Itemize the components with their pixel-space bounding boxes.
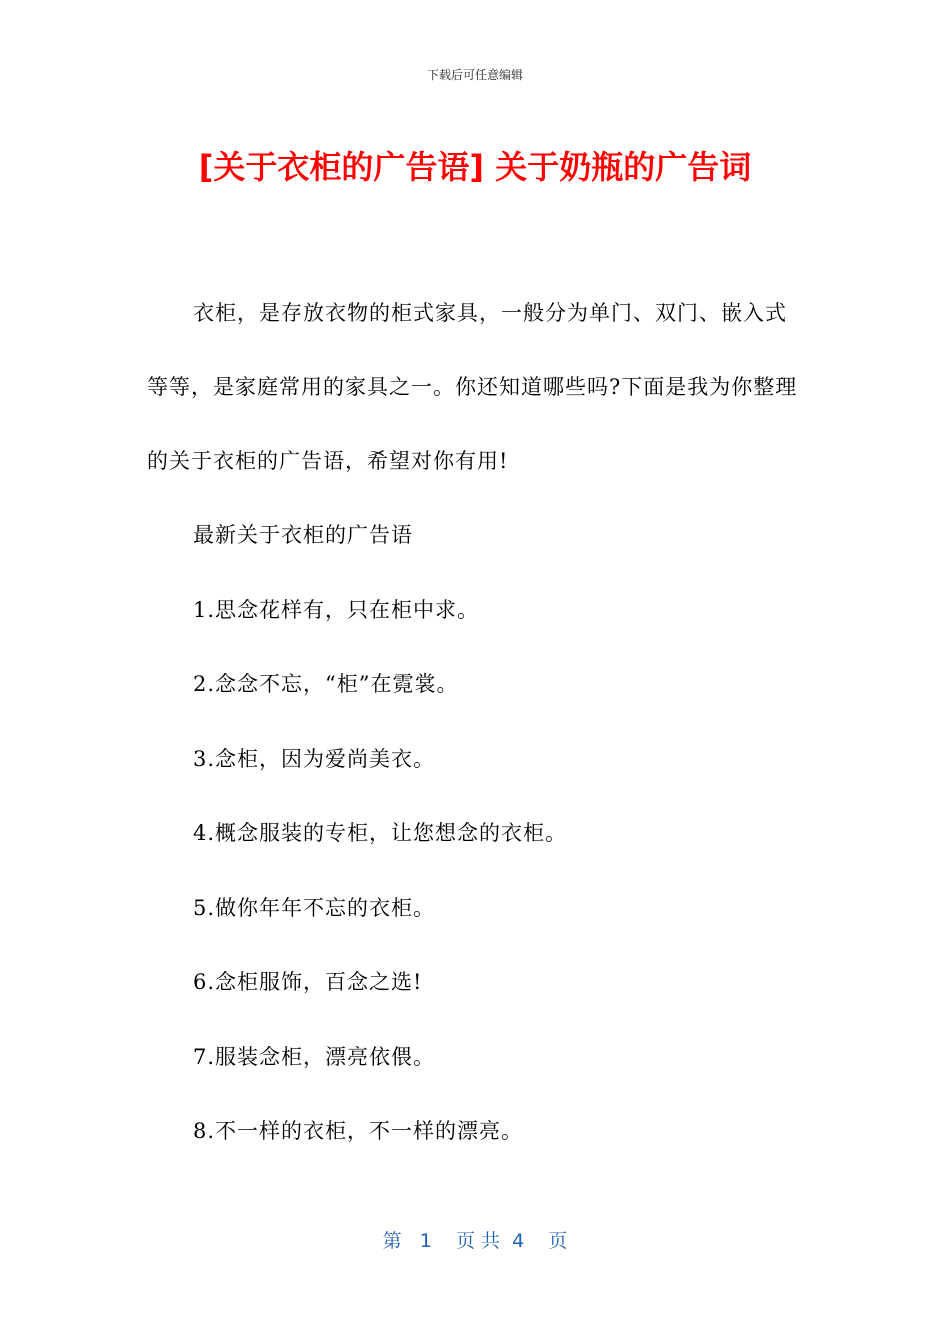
document-title: [关于衣柜的广告语] 关于奶瓶的广告词 bbox=[198, 148, 752, 186]
slogan-item: 2.念念不忘，“柜”在霓裳。 bbox=[193, 672, 459, 696]
page-footer: 第 1 页 共 4 页 bbox=[382, 1230, 568, 1252]
slogan-item: 8.不一样的衣柜，不一样的漂亮。 bbox=[193, 1119, 524, 1143]
slogan-item: 1.思念花样有，只在柜中求。 bbox=[193, 597, 480, 622]
intro-paragraph: 衣柜，是存放衣物的柜式家具，一般分为单门、双门、嵌入式等等，是家庭常用的家具之一。你还知道哪些吗?下面是我为你整理的关于衣柜的广告语，希望对你有用! bbox=[147, 301, 798, 473]
slogan-item: 6.念柜服饰，百念之选! bbox=[193, 970, 423, 994]
slogan-item: 5.做你年年不忘的衣柜。 bbox=[193, 895, 436, 920]
section-heading: 最新关于衣柜的广告语 bbox=[193, 523, 413, 547]
slogan-item: 7.服装念柜，漂亮依偎。 bbox=[193, 1044, 436, 1069]
slogan-item: 4.概念服装的专柜，让您想念的衣柜。 bbox=[193, 821, 568, 845]
document-body bbox=[147, 276, 807, 1169]
header-note: 下载后可任意编辑 bbox=[426, 68, 523, 82]
slogan-item: 3.念柜，因为爱尚美衣。 bbox=[193, 746, 436, 771]
